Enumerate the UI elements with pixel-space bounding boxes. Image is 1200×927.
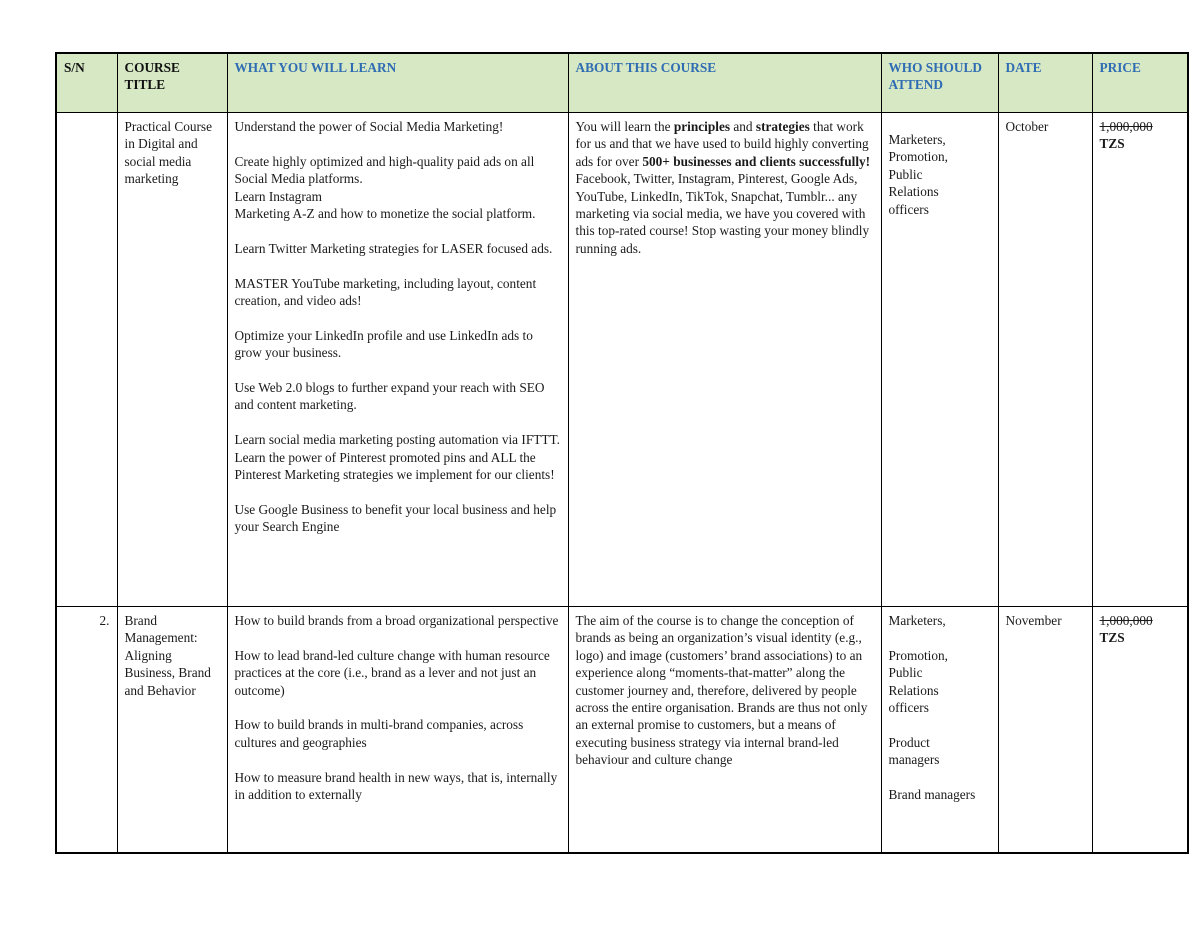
row-sn	[56, 113, 117, 607]
learn-line: Understand the power of Social Media Marketing!	[234, 119, 504, 134]
courses-table	[55, 52, 1189, 854]
audience-line: Product	[888, 734, 930, 750]
about-bold-principles: principles	[673, 119, 731, 134]
audience-line: Promotion,	[888, 647, 948, 663]
audience-line: Public	[888, 665, 923, 681]
audience-line: Public	[888, 166, 923, 182]
audience-line: Marketers,	[888, 132, 946, 147]
who-should-attend-cell	[881, 607, 998, 854]
audience-line: Marketers,	[888, 613, 946, 628]
what-you-will-learn-cell	[227, 113, 568, 607]
learn-line: Create highly optimized and high-quality paid ads on all Social Media platforms.	[234, 153, 535, 187]
header-date: DATE	[998, 53, 1092, 113]
header-about-this-course: ABOUT THIS COURSE	[568, 53, 881, 113]
about-bold-businesses: 500+ businesses and clients successfully!	[642, 153, 871, 169]
about-this-course-cell: The aim of the course is to change the conception of brands as being an organization’s visual identity (e.g., logo) and image (customers’ brand associations) to an experience along “moments-that-matter” along the customer journey and, therefore, delivered by people across the entire organisation. Brands are thus not only an external promise to customers, but a means of executing business strategy via internal brand-led behaviour and culture change	[568, 607, 881, 854]
course-title: Brand Management: Aligning Business, Brand and Behavior	[117, 607, 227, 854]
audience-line: managers	[888, 752, 940, 768]
learn-line: Optimize your LinkedIn profile and use LinkedIn ads to grow your business.	[234, 327, 533, 361]
header-sn: S/N	[56, 53, 117, 113]
about-text: You will learn the	[575, 119, 674, 134]
header-what-you-will-learn: WHAT YOU WILL LEARN	[227, 53, 568, 113]
learn-line: Learn Twitter Marketing strategies for LASER focused ads.	[234, 240, 553, 256]
about-this-course-cell	[568, 113, 881, 607]
header-row	[56, 53, 1188, 113]
audience-line: Brand managers	[888, 787, 976, 803]
learn-line: How to measure brand health in new ways, that is, internally in addition to externally	[234, 769, 558, 803]
header-course-title: COURSE TITLE	[117, 53, 227, 113]
row-sn: 2.	[56, 607, 117, 854]
table-row	[56, 607, 1188, 854]
learn-line: Marketing A-Z and how to monetize the social platform.	[234, 206, 536, 222]
learn-line: How to build brands in multi-brand companies, across cultures and geographies	[234, 717, 524, 750]
audience-line: officers	[888, 700, 929, 716]
learn-line: How to lead brand-led culture change with human resource practices at the core (i.e., brand as a lever and not just an outcome)	[234, 647, 550, 698]
who-should-attend-cell	[881, 113, 998, 607]
course-title: Practical Course in Digital and social media marketing	[117, 113, 227, 607]
course-price-cell	[1092, 607, 1188, 854]
about-text: and	[730, 119, 756, 134]
learn-line: How to build brands from a broad organizational perspective	[234, 613, 559, 628]
course-date: November	[998, 607, 1092, 854]
about-text: that work for us and that we have used to build highly converting ads for over	[575, 119, 869, 169]
learn-line: MASTER YouTube marketing, including layout, content creation, and video ads!	[234, 275, 537, 309]
course-date: October	[998, 113, 1092, 607]
what-you-will-learn-cell	[227, 607, 568, 854]
header-who-should-attend: WHO SHOULD ATTEND	[881, 53, 998, 113]
learn-line: Use Web 2.0 blogs to further expand your reach with SEO and content marketing.	[234, 380, 545, 413]
table-row	[56, 113, 1188, 607]
learn-line: Use Google Business to benefit your local business and help your Search Engine	[234, 501, 557, 535]
learn-line: Learn social media marketing posting automation via IFTTT.	[234, 432, 560, 448]
learn-line: Learn Instagram	[234, 188, 322, 204]
audience-line: Relations	[888, 184, 939, 200]
price-value: 1,000,000	[1099, 613, 1153, 628]
price-currency: TZS	[1099, 136, 1125, 152]
about-text: Facebook, Twitter, Instagram, Pinterest, Google Ads, YouTube, LinkedIn, TikTok, Snapchat, Tumblr... any marketing via social media, we have you covered with this top-rated course! Stop wasting your money blindly running ads.	[575, 171, 870, 256]
price-value: 1,000,000	[1099, 119, 1153, 134]
audience-line: Relations	[888, 682, 939, 698]
learn-line: Learn the power of Pinterest promoted pins and ALL the Pinterest Marketing strategies we implement for our clients!	[234, 449, 555, 483]
course-price-cell	[1092, 113, 1188, 607]
audience-line: Promotion,	[888, 149, 948, 165]
audience-line: officers	[888, 201, 929, 217]
about-bold-strategies: strategies	[755, 119, 810, 134]
header-price: PRICE	[1092, 53, 1188, 113]
price-currency: TZS	[1099, 630, 1125, 646]
